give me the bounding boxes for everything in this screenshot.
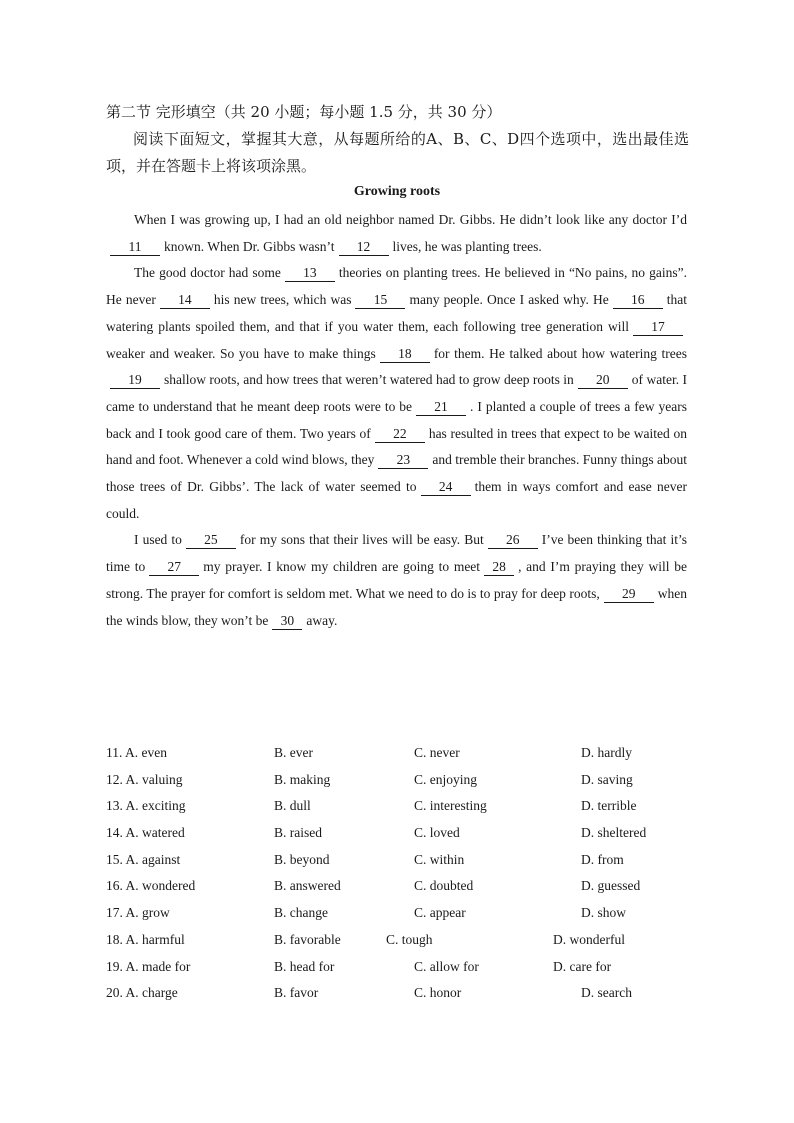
option-d: D. saving — [581, 771, 633, 787]
paragraph-1 — [106, 207, 687, 260]
option-d: D. guessed — [581, 878, 641, 894]
blank-28: 28 — [484, 559, 514, 576]
question-17 — [106, 900, 696, 927]
option-b: B. beyond — [274, 851, 330, 867]
passage-text: When I was growing up, I had an old neighbor named Dr. Gibbs. He didn’t look like any doctor I’d — [134, 212, 687, 227]
option-c: C. enjoying — [414, 771, 477, 787]
options-list — [106, 740, 696, 1007]
passage-text: known. When Dr. Gibbs wasn’t — [164, 238, 335, 254]
blank-20: 20 — [578, 372, 628, 389]
blank-14: 14 — [160, 292, 210, 309]
question-number: 12. — [106, 771, 123, 787]
option-c: C. never — [414, 745, 460, 760]
option-d: D. care for — [553, 958, 612, 974]
passage-text: of water. I came to understand that he meant deep roots were to be — [106, 372, 687, 414]
passage-text: and tremble their branches. Funny things about those trees of Dr. Gibbs’. The lack of water seemed to — [106, 452, 687, 495]
passage-text: for my sons that their lives will be easy. But — [239, 532, 484, 548]
passage-text: them in ways comfort and ease never could. — [106, 479, 687, 521]
passage-text: when the winds blow, they won’t be — [106, 585, 687, 628]
instructions: 阅读下面短文，掌握其大意，从每题所给的A、B、C、D四个选项中，选出最佳选项，并在答题卡上将该项涂黑。 — [106, 130, 689, 175]
option-d: D. sheltered — [581, 825, 647, 841]
option-c: C. tough — [386, 931, 433, 947]
blank-12: 12 — [339, 239, 389, 256]
option-d: D. wonderful — [553, 931, 625, 947]
option-b: B. head for — [274, 958, 335, 974]
paragraph-2 — [106, 260, 687, 527]
option-b: B. favor — [274, 985, 319, 1001]
passage-text: lives, he was planting trees. — [392, 238, 542, 254]
question-19 — [106, 954, 696, 981]
option-b: B. raised — [274, 825, 322, 841]
question-number: 19. — [106, 958, 123, 974]
option-a: A. grow — [125, 905, 170, 921]
option-b: B. favorable — [274, 931, 341, 947]
blank-25: 25 — [186, 532, 236, 549]
option-c: C. doubted — [414, 878, 474, 894]
passage-text: theories on planting trees. He believed in “No pains, no gains”. He never — [106, 265, 687, 308]
blank-11: 11 — [110, 239, 160, 256]
option-d: D. terrible — [581, 798, 637, 814]
passage-text: his new trees, which was — [213, 292, 352, 308]
section-heading: 第二节 完形填空（共 20 小题；每小题 1.5 分，共 30 分） — [106, 103, 502, 121]
passage-text: away. — [306, 612, 338, 628]
blank-24: 24 — [421, 479, 471, 496]
option-c: C. appear — [414, 905, 466, 921]
option-d: D. show — [581, 905, 627, 921]
option-c: C. honor — [414, 985, 462, 1001]
option-c: C. allow for — [414, 958, 479, 974]
question-16 — [106, 873, 696, 900]
blank-21: 21 — [416, 399, 466, 416]
passage-text: . I planted a couple of trees a few years back and I took good care of them. Two years of — [106, 398, 687, 441]
blank-19: 19 — [110, 372, 160, 389]
blank-29: 29 — [604, 586, 654, 603]
question-15 — [106, 847, 696, 874]
option-a: A. harmful — [125, 931, 185, 947]
question-14 — [106, 820, 696, 847]
passage-text: The good doctor had some — [134, 265, 281, 281]
passage-text: for them. He talked about how watering trees — [433, 345, 687, 361]
question-number: 20. — [106, 985, 123, 1001]
question-number: 15. — [106, 851, 123, 867]
option-a: A. against — [125, 851, 181, 867]
question-20 — [106, 980, 696, 1007]
question-number: 11. — [106, 745, 123, 760]
blank-26: 26 — [488, 532, 538, 549]
option-a: A. charge — [125, 985, 178, 1001]
question-number: 16. — [106, 878, 123, 894]
question-number: 17. — [106, 905, 123, 921]
blank-13: 13 — [285, 265, 335, 282]
option-a: A. even — [125, 745, 167, 760]
option-c: C. within — [414, 851, 465, 867]
question-number: 13. — [106, 798, 123, 814]
passage-text: I used to — [134, 532, 182, 548]
blank-15: 15 — [355, 292, 405, 309]
passage-text: I’ve been thinking that it’s time to — [106, 532, 688, 575]
option-d: D. from — [581, 851, 624, 867]
option-c: C. interesting — [414, 798, 487, 814]
passage-text: that watering plants spoiled them, and that if you water them, each following tree generation will — [106, 292, 688, 334]
blank-30: 30 — [272, 613, 302, 630]
blank-23: 23 — [378, 452, 428, 469]
blank-18: 18 — [380, 346, 430, 363]
blank-27: 27 — [149, 559, 199, 576]
question-11 — [106, 740, 696, 767]
option-b: B. ever — [274, 745, 313, 760]
option-b: B. change — [274, 905, 328, 921]
blank-16: 16 — [613, 292, 663, 309]
passage — [106, 207, 687, 634]
option-b: B. making — [274, 771, 331, 787]
option-a: A. exciting — [125, 798, 186, 814]
passage-title: Growing roots — [353, 184, 441, 199]
passage-text: , and I’m praying they will be strong. The prayer for comfort is seldom met. What we need to do is to pray for deep roots, — [106, 559, 687, 601]
passage-text: many people. Once I asked why. He — [409, 292, 609, 308]
option-d: D. hardly — [581, 745, 632, 760]
option-a: A. watered — [125, 825, 185, 841]
question-12 — [106, 767, 696, 794]
passage-text: shallow roots, and how trees that weren’t watered had to grow deep roots in — [164, 372, 574, 388]
passage-text: my prayer. I know my children are going to meet — [203, 559, 481, 575]
blank-22: 22 — [375, 426, 425, 443]
option-d: D. search — [581, 985, 632, 1001]
option-b: B. answered — [274, 878, 341, 894]
option-a: A. valuing — [125, 771, 183, 787]
question-number: 18. — [106, 931, 123, 947]
blank-17: 17 — [633, 319, 683, 336]
question-18 — [106, 927, 696, 954]
option-c: C. loved — [414, 825, 460, 841]
passage-text: has resulted in trees that expect to be waited on hand and foot. Whenever a cold wind blows, they — [106, 425, 687, 468]
paragraph-3 — [106, 527, 687, 634]
question-number: 14. — [106, 825, 123, 841]
option-a: A. wondered — [125, 878, 196, 894]
question-13 — [106, 793, 696, 820]
passage-text: weaker and weaker. So you have to make things — [106, 345, 376, 361]
option-a: A. made for — [125, 958, 191, 974]
option-b: B. dull — [274, 798, 311, 814]
